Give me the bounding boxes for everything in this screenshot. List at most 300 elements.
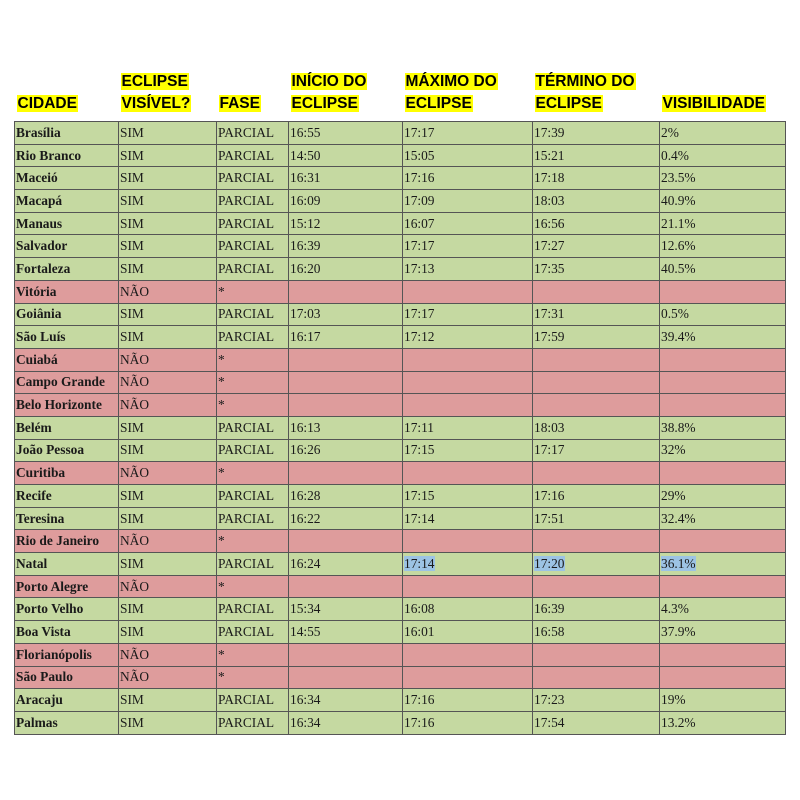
cell-visibilidade[interactable] xyxy=(660,190,786,213)
cell-termino[interactable] xyxy=(533,485,660,508)
cell-fase[interactable] xyxy=(217,416,289,439)
cell-text: 16:17 xyxy=(290,329,321,345)
cell-text: SIM xyxy=(120,238,144,254)
header-inicio[interactable]: INÍCIO DO ECLIPSE xyxy=(289,71,403,122)
cell-inicio[interactable] xyxy=(289,212,403,235)
cell-eclipse-visivel[interactable] xyxy=(119,689,217,712)
cell-cidade[interactable] xyxy=(15,326,119,349)
cell-text: 17:17 xyxy=(534,442,565,458)
cell-visibilidade[interactable] xyxy=(660,689,786,712)
cell-text: 17:59 xyxy=(534,329,565,345)
cell-text: 16:34 xyxy=(290,692,321,708)
cell-text: 38.8% xyxy=(661,419,696,435)
cell-cidade[interactable] xyxy=(15,462,119,485)
cell-text: 17:17 xyxy=(404,124,435,140)
cell-eclipse-visivel[interactable] xyxy=(119,212,217,235)
cell-cidade[interactable] xyxy=(15,666,119,689)
cell-text: 16:26 xyxy=(290,442,321,458)
cell-text: SIM xyxy=(120,623,144,639)
cell-termino[interactable] xyxy=(533,507,660,530)
cell-text: Belo Horizonte xyxy=(16,397,102,413)
cell-eclipse-visivel[interactable] xyxy=(119,439,217,462)
cell-eclipse-visivel[interactable] xyxy=(119,280,217,303)
cell-visibilidade[interactable] xyxy=(660,507,786,530)
cell-inicio[interactable] xyxy=(289,462,403,485)
cell-eclipse-visivel[interactable] xyxy=(119,553,217,576)
cell-termino[interactable] xyxy=(533,711,660,734)
cell-eclipse-visivel[interactable] xyxy=(119,643,217,666)
cell-eclipse-visivel[interactable] xyxy=(119,394,217,417)
cell-maximo[interactable] xyxy=(403,711,533,734)
cell-cidade[interactable] xyxy=(15,280,119,303)
table-row xyxy=(15,258,786,281)
table-row xyxy=(15,212,786,235)
cell-maximo[interactable] xyxy=(403,530,533,553)
cell-fase[interactable] xyxy=(217,575,289,598)
cell-inicio[interactable] xyxy=(289,303,403,326)
cell-fase[interactable] xyxy=(217,326,289,349)
cell-visibilidade[interactable] xyxy=(660,348,786,371)
cell-maximo[interactable] xyxy=(403,598,533,621)
cell-eclipse-visivel[interactable] xyxy=(119,167,217,190)
cell-text: 4.3% xyxy=(661,601,689,617)
cell-maximo[interactable] xyxy=(403,666,533,689)
cell-eclipse-visivel[interactable] xyxy=(119,621,217,644)
cell-maximo[interactable] xyxy=(403,280,533,303)
cell-maximo[interactable] xyxy=(403,212,533,235)
cell-maximo[interactable] xyxy=(403,190,533,213)
cell-cidade[interactable] xyxy=(15,371,119,394)
cell-text: 14:55 xyxy=(290,623,321,639)
cell-termino[interactable] xyxy=(533,621,660,644)
cell-visibilidade[interactable] xyxy=(660,666,786,689)
cell-text: PARCIAL xyxy=(218,442,275,458)
cell-cidade[interactable] xyxy=(15,689,119,712)
cell-inicio[interactable] xyxy=(289,689,403,712)
cell-maximo[interactable] xyxy=(403,348,533,371)
cell-text: Salvador xyxy=(16,238,68,254)
cell-fase[interactable] xyxy=(217,507,289,530)
cell-maximo[interactable] xyxy=(403,303,533,326)
cell-visibilidade[interactable] xyxy=(660,122,786,145)
cell-text: 17:17 xyxy=(404,238,435,254)
cell-text: 23.5% xyxy=(661,170,696,186)
cell-inicio[interactable] xyxy=(289,439,403,462)
cell-inicio[interactable] xyxy=(289,394,403,417)
cell-cidade[interactable] xyxy=(15,144,119,167)
cell-inicio[interactable] xyxy=(289,485,403,508)
cell-termino[interactable] xyxy=(533,144,660,167)
cell-eclipse-visivel[interactable] xyxy=(119,507,217,530)
table-row xyxy=(15,280,786,303)
cell-termino[interactable] xyxy=(533,235,660,258)
header-maximo[interactable]: MÁXIMO DO ECLIPSE xyxy=(403,71,533,122)
cell-eclipse-visivel[interactable] xyxy=(119,326,217,349)
cell-inicio[interactable] xyxy=(289,575,403,598)
cell-text: SIM xyxy=(120,260,144,276)
cell-visibilidade[interactable] xyxy=(660,416,786,439)
cell-cidade[interactable] xyxy=(15,439,119,462)
cell-termino[interactable] xyxy=(533,371,660,394)
cell-eclipse-visivel[interactable] xyxy=(119,666,217,689)
table-row xyxy=(15,235,786,258)
cell-visibilidade[interactable] xyxy=(660,326,786,349)
cell-maximo[interactable] xyxy=(403,553,533,576)
cell-visibilidade[interactable] xyxy=(660,553,786,576)
cell-cidade[interactable] xyxy=(15,485,119,508)
cell-visibilidade[interactable] xyxy=(660,439,786,462)
table-row xyxy=(15,575,786,598)
cell-cidade[interactable] xyxy=(15,394,119,417)
cell-cidade[interactable] xyxy=(15,303,119,326)
table-row xyxy=(15,439,786,462)
cell-inicio[interactable] xyxy=(289,348,403,371)
cell-text: NÃO xyxy=(120,465,150,481)
cell-termino[interactable] xyxy=(533,326,660,349)
table-row xyxy=(15,689,786,712)
cell-text: PARCIAL xyxy=(218,510,275,526)
eclipse-visibility-table xyxy=(14,71,786,735)
cell-text: Curitiba xyxy=(16,465,66,481)
cell-text: 17:16 xyxy=(404,692,435,708)
header-termino[interactable]: TÉRMINO DO ECLIPSE xyxy=(533,71,660,122)
cell-fase[interactable] xyxy=(217,439,289,462)
header-eclipse-visivel[interactable]: ECLIPSE VISÍVEL? xyxy=(119,71,217,122)
cell-eclipse-visivel[interactable] xyxy=(119,416,217,439)
cell-termino[interactable] xyxy=(533,553,660,576)
cell-text: NÃO xyxy=(120,397,150,413)
cell-visibilidade[interactable] xyxy=(660,462,786,485)
cell-eclipse-visivel[interactable] xyxy=(119,144,217,167)
cell-fase[interactable] xyxy=(217,258,289,281)
table-row xyxy=(15,553,786,576)
cell-visibilidade[interactable] xyxy=(660,575,786,598)
cell-cidade[interactable] xyxy=(15,416,119,439)
cell-visibilidade[interactable] xyxy=(660,144,786,167)
cell-fase[interactable] xyxy=(217,689,289,712)
cell-fase[interactable] xyxy=(217,144,289,167)
cell-visibilidade[interactable] xyxy=(660,598,786,621)
cell-fase[interactable] xyxy=(217,643,289,666)
cell-eclipse-visivel[interactable] xyxy=(119,530,217,553)
table-row xyxy=(15,326,786,349)
cell-fase[interactable] xyxy=(217,530,289,553)
header-visibilidade[interactable]: VISIBILIDADE xyxy=(660,71,786,122)
cell-text: SIM xyxy=(120,601,144,617)
cell-text: 40.9% xyxy=(661,192,696,208)
cell-text: São Luís xyxy=(16,329,66,345)
cell-text: 32.4% xyxy=(661,510,696,526)
table-row xyxy=(15,371,786,394)
cell-visibilidade[interactable] xyxy=(660,371,786,394)
cell-visibilidade[interactable] xyxy=(660,621,786,644)
cell-maximo[interactable] xyxy=(403,643,533,666)
cell-text: Teresina xyxy=(16,510,65,526)
cell-fase[interactable] xyxy=(217,666,289,689)
cell-text: * xyxy=(218,669,225,685)
cell-text: 16:58 xyxy=(534,623,565,639)
cell-inicio[interactable] xyxy=(289,711,403,734)
cell-eclipse-visivel[interactable] xyxy=(119,258,217,281)
table-row xyxy=(15,485,786,508)
cell-text: 17:51 xyxy=(534,510,565,526)
cell-maximo[interactable] xyxy=(403,485,533,508)
cell-inicio[interactable] xyxy=(289,144,403,167)
cell-termino[interactable] xyxy=(533,643,660,666)
cell-text: 16:24 xyxy=(290,555,321,571)
cell-text: NÃO xyxy=(120,669,150,685)
cell-eclipse-visivel[interactable] xyxy=(119,598,217,621)
cell-text: 16:09 xyxy=(290,192,321,208)
cell-text: Boa Vista xyxy=(16,623,71,639)
cell-termino[interactable] xyxy=(533,689,660,712)
cell-text: SIM xyxy=(120,192,144,208)
cell-termino[interactable] xyxy=(533,122,660,145)
cell-fase[interactable] xyxy=(217,711,289,734)
cell-text: 17:03 xyxy=(290,306,321,322)
cell-eclipse-visivel[interactable] xyxy=(119,303,217,326)
cell-fase[interactable] xyxy=(217,122,289,145)
table-row xyxy=(15,348,786,371)
cell-cidade[interactable] xyxy=(15,122,119,145)
cell-cidade[interactable] xyxy=(15,190,119,213)
cell-inicio[interactable] xyxy=(289,235,403,258)
cell-termino[interactable] xyxy=(533,439,660,462)
header-fase[interactable]: FASE xyxy=(217,71,289,122)
cell-text: SIM xyxy=(120,329,144,345)
cell-eclipse-visivel[interactable] xyxy=(119,235,217,258)
header-cidade[interactable]: CIDADE xyxy=(15,71,119,122)
cell-inicio[interactable] xyxy=(289,621,403,644)
cell-text: 15:21 xyxy=(534,147,565,163)
cell-maximo[interactable] xyxy=(403,689,533,712)
cell-maximo[interactable] xyxy=(403,235,533,258)
cell-fase[interactable] xyxy=(217,280,289,303)
cell-visibilidade[interactable] xyxy=(660,303,786,326)
cell-termino[interactable] xyxy=(533,416,660,439)
cell-inicio[interactable] xyxy=(289,371,403,394)
cell-visibilidade[interactable] xyxy=(660,167,786,190)
cell-text: 16:31 xyxy=(290,170,321,186)
cell-text: 2% xyxy=(661,124,679,140)
cell-fase[interactable] xyxy=(217,167,289,190)
table-row xyxy=(15,167,786,190)
cell-text: 16:07 xyxy=(404,215,435,231)
cell-cidade[interactable] xyxy=(15,212,119,235)
cell-text: 15:12 xyxy=(290,215,321,231)
cell-text: Vitória xyxy=(16,283,57,299)
cell-maximo[interactable] xyxy=(403,167,533,190)
cell-cidade[interactable] xyxy=(15,553,119,576)
cell-text: 18:03 xyxy=(534,192,565,208)
cell-visibilidade[interactable] xyxy=(660,485,786,508)
cell-text: SIM xyxy=(120,306,144,322)
cell-visibilidade[interactable] xyxy=(660,280,786,303)
cell-text: Macapá xyxy=(16,192,63,208)
header-row xyxy=(15,71,786,122)
cell-text: 17:18 xyxy=(534,170,565,186)
cell-text: PARCIAL xyxy=(218,692,275,708)
cell-cidade[interactable] xyxy=(15,167,119,190)
cell-inicio[interactable] xyxy=(289,666,403,689)
cell-cidade[interactable] xyxy=(15,621,119,644)
table-row xyxy=(15,190,786,213)
cell-maximo[interactable] xyxy=(403,621,533,644)
cell-eclipse-visivel[interactable] xyxy=(119,348,217,371)
cell-fase[interactable] xyxy=(217,553,289,576)
cell-text: PARCIAL xyxy=(218,601,275,617)
cell-text: 17:14 xyxy=(404,510,435,526)
cell-fase[interactable] xyxy=(217,621,289,644)
cell-text: João Pessoa xyxy=(16,442,85,458)
table-row xyxy=(15,462,786,485)
cell-fase[interactable] xyxy=(217,598,289,621)
cell-inicio[interactable] xyxy=(289,643,403,666)
cell-inicio[interactable] xyxy=(289,190,403,213)
cell-maximo[interactable] xyxy=(403,416,533,439)
cell-termino[interactable] xyxy=(533,394,660,417)
table-row xyxy=(15,643,786,666)
cell-cidade[interactable] xyxy=(15,348,119,371)
cell-text: * xyxy=(218,465,225,481)
cell-text: PARCIAL xyxy=(218,419,275,435)
cell-cidade[interactable] xyxy=(15,711,119,734)
cell-termino[interactable] xyxy=(533,212,660,235)
cell-fase[interactable] xyxy=(217,462,289,485)
cell-text: 19% xyxy=(661,692,686,708)
cell-text: PARCIAL xyxy=(218,215,275,231)
cell-visibilidade[interactable] xyxy=(660,235,786,258)
cell-eclipse-visivel[interactable] xyxy=(119,462,217,485)
cell-fase[interactable] xyxy=(217,235,289,258)
cell-text: PARCIAL xyxy=(218,329,275,345)
cell-maximo[interactable] xyxy=(403,144,533,167)
cell-inicio[interactable] xyxy=(289,598,403,621)
cell-inicio[interactable] xyxy=(289,507,403,530)
cell-text: 17:20 xyxy=(534,555,565,571)
cell-cidade[interactable] xyxy=(15,235,119,258)
cell-maximo[interactable] xyxy=(403,371,533,394)
cell-eclipse-visivel[interactable] xyxy=(119,371,217,394)
cell-inicio[interactable] xyxy=(289,553,403,576)
cell-termino[interactable] xyxy=(533,598,660,621)
cell-maximo[interactable] xyxy=(403,439,533,462)
cell-termino[interactable] xyxy=(533,575,660,598)
cell-termino[interactable] xyxy=(533,530,660,553)
cell-eclipse-visivel[interactable] xyxy=(119,122,217,145)
cell-inicio[interactable] xyxy=(289,122,403,145)
cell-eclipse-visivel[interactable] xyxy=(119,190,217,213)
cell-text: 36.1% xyxy=(661,555,696,571)
cell-text: Campo Grande xyxy=(16,374,105,390)
cell-maximo[interactable] xyxy=(403,462,533,485)
cell-maximo[interactable] xyxy=(403,258,533,281)
cell-text: NÃO xyxy=(120,351,150,367)
cell-maximo[interactable] xyxy=(403,575,533,598)
cell-fase[interactable] xyxy=(217,190,289,213)
cell-text: NÃO xyxy=(120,578,150,594)
cell-inicio[interactable] xyxy=(289,167,403,190)
table-row xyxy=(15,530,786,553)
cell-eclipse-visivel[interactable] xyxy=(119,711,217,734)
table-row xyxy=(15,598,786,621)
cell-eclipse-visivel[interactable] xyxy=(119,575,217,598)
cell-text: * xyxy=(218,533,225,549)
cell-text: PARCIAL xyxy=(218,147,275,163)
cell-text: 17:11 xyxy=(404,419,435,435)
cell-termino[interactable] xyxy=(533,258,660,281)
cell-termino[interactable] xyxy=(533,190,660,213)
cell-text: SIM xyxy=(120,170,144,186)
cell-inicio[interactable] xyxy=(289,258,403,281)
cell-inicio[interactable] xyxy=(289,530,403,553)
cell-fase[interactable] xyxy=(217,371,289,394)
cell-cidade[interactable] xyxy=(15,643,119,666)
cell-inicio[interactable] xyxy=(289,326,403,349)
cell-inicio[interactable] xyxy=(289,280,403,303)
cell-termino[interactable] xyxy=(533,280,660,303)
cell-text: * xyxy=(218,397,225,413)
cell-cidade[interactable] xyxy=(15,530,119,553)
cell-cidade[interactable] xyxy=(15,258,119,281)
cell-visibilidade[interactable] xyxy=(660,258,786,281)
cell-fase[interactable] xyxy=(217,212,289,235)
cell-fase[interactable] xyxy=(217,394,289,417)
cell-visibilidade[interactable] xyxy=(660,394,786,417)
cell-visibilidade[interactable] xyxy=(660,643,786,666)
cell-text: Rio de Janeiro xyxy=(16,533,100,549)
cell-visibilidade[interactable] xyxy=(660,212,786,235)
cell-fase[interactable] xyxy=(217,303,289,326)
cell-maximo[interactable] xyxy=(403,507,533,530)
cell-termino[interactable] xyxy=(533,303,660,326)
cell-text: Goiânia xyxy=(16,306,62,322)
cell-inicio[interactable] xyxy=(289,416,403,439)
cell-text: 12.6% xyxy=(661,238,696,254)
cell-text: PARCIAL xyxy=(218,487,275,503)
cell-cidade[interactable] xyxy=(15,575,119,598)
cell-cidade[interactable] xyxy=(15,598,119,621)
cell-text: 16:20 xyxy=(290,260,321,276)
cell-maximo[interactable] xyxy=(403,326,533,349)
cell-maximo[interactable] xyxy=(403,122,533,145)
cell-text: SIM xyxy=(120,714,144,730)
cell-text: 17:15 xyxy=(404,487,435,503)
cell-eclipse-visivel[interactable] xyxy=(119,485,217,508)
cell-termino[interactable] xyxy=(533,462,660,485)
cell-text: 17:09 xyxy=(404,192,435,208)
cell-maximo[interactable] xyxy=(403,394,533,417)
cell-text: PARCIAL xyxy=(218,238,275,254)
table-row xyxy=(15,666,786,689)
cell-text: 16:55 xyxy=(290,124,321,140)
cell-fase[interactable] xyxy=(217,348,289,371)
cell-text: 0.4% xyxy=(661,147,689,163)
cell-text: 16:39 xyxy=(534,601,565,617)
cell-text: Brasília xyxy=(16,124,61,140)
cell-text: 39.4% xyxy=(661,329,696,345)
cell-cidade[interactable] xyxy=(15,507,119,530)
cell-text: NÃO xyxy=(120,283,150,299)
cell-termino[interactable] xyxy=(533,666,660,689)
cell-visibilidade[interactable] xyxy=(660,711,786,734)
cell-text: PARCIAL xyxy=(218,623,275,639)
cell-termino[interactable] xyxy=(533,348,660,371)
cell-fase[interactable] xyxy=(217,485,289,508)
cell-termino[interactable] xyxy=(533,167,660,190)
cell-visibilidade[interactable] xyxy=(660,530,786,553)
cell-text: 18:03 xyxy=(534,419,565,435)
